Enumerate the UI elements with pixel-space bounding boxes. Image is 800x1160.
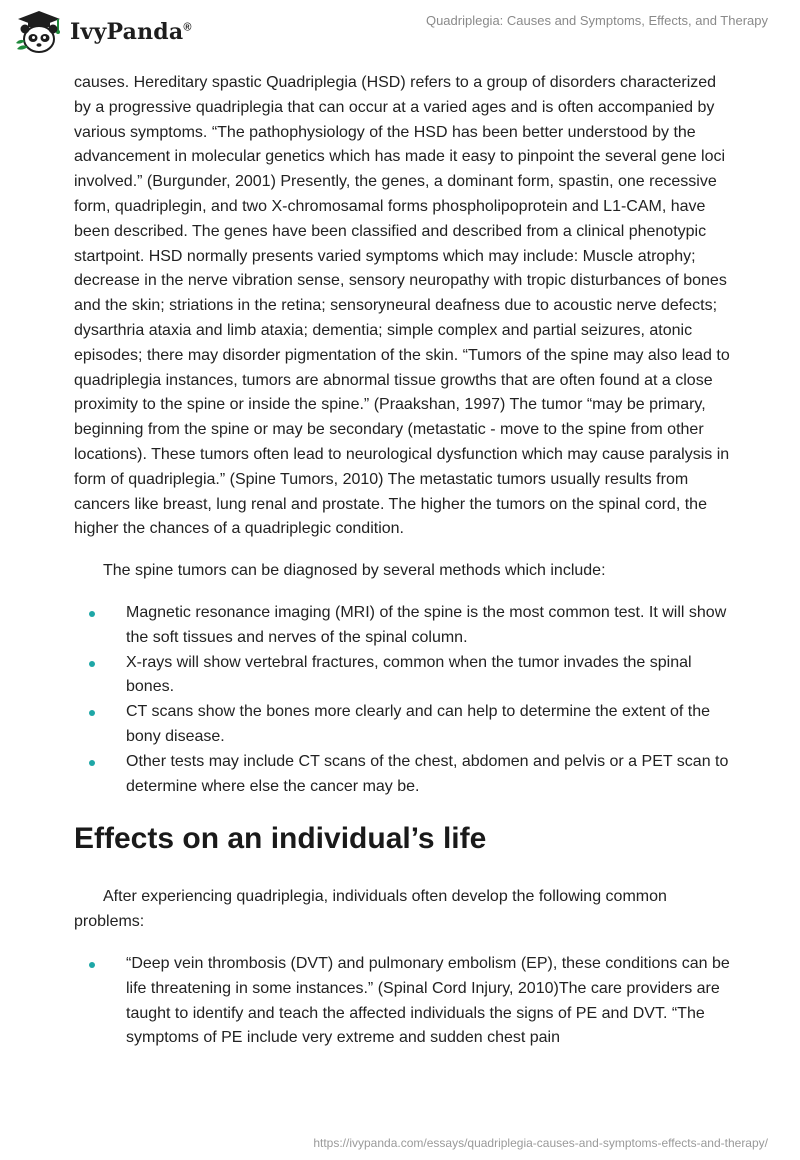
essay-body <box>74 71 734 1051</box>
logo-wordmark: IvyPanda® <box>70 19 192 45</box>
effects-intro: After experiencing quadriplegia, individuals often develop the following common problems: <box>74 888 667 931</box>
diagnosis-intro: The spine tumors can be diagnosed by several methods which include: <box>103 562 606 580</box>
bullet-icon <box>89 962 95 968</box>
body-paragraph: causes. Hereditary spastic Quadriplegia (HSD) refers to a group of disorders characterized by a progressive quadriplegia that can occur at a varied ages and is often accompanied by various symptoms. “The pathophysiology of the HSD has been better understood by the advancement in molecular genetics which has made it easy to pinpoint the several gene loci involved.” (Burgunder, 2001) Presently, the genes, a dominant form, spastin, one recessive form, quadriplegin, and two X-chromosamal forms phospholipoprotein and L1-CAM, have been described. The genes have been classified and described from a clinical phenotypic startpoint. HSD normally presents varied symptoms which may include: Muscle atrophy; decrease in the nerve vibration sense, sensory neuropathy with tropic disturbances of bones and the skin; striations in the retina; sensoryneural deafness due to acoustic nerve defects; dysarthria ataxia and limb ataxia; dementia; simple complex and partial seizures, atonic episodes; there may disorder pigmentation of the skin. “Tumors of the spine may also lead to quadriplegia instances, tumors are abnormal tissue growths that are often found at a close proximity to the spine or inside the spine.” (Praakshan, 1997) The tumor “may be primary, beginning from the spine or may be secondary (metastatic - move to the spine from other locations). These tumors often lead to neurological dysfunction which may cause paralysis in form of quadriplegia.” (Spine Tumors, 2010) The metastatic tumors usually results from cancers like breast, lung renal and prostate. The higher the tumors on the spinal cord, the higher the chances of a quadriplegic condition. <box>74 74 730 538</box>
bullet-icon <box>89 710 95 716</box>
list-item <box>74 750 734 800</box>
page-header <box>0 0 800 60</box>
source-url[interactable]: https://ivypanda.com/essays/quadriplegia-causes-and-symptoms-effects-and-therapy/ <box>313 1136 768 1150</box>
section-heading: Effects on an individual’s life <box>74 822 487 856</box>
list-item <box>74 952 734 1051</box>
list-item-text: Other tests may include CT scans of the chest, abdomen and pelvis or a PET scan to determine where else the cancer may be. <box>126 752 729 795</box>
bullet-icon <box>89 760 95 766</box>
panda-graduate-icon <box>14 9 64 55</box>
list-item-text: “Deep vein thrombosis (DVT) and pulmonary embolism (EP), these conditions can be life threatening in some instances.” (Spinal Cord Injury, 2010)The care providers are taught to identify and teach the affected individuals the signs of PE and DVT. “The symptoms of PE include very extreme and sudden chest pain <box>126 954 730 1047</box>
list-item-text: CT scans show the bones more clearly and can help to determine the extent of the bony disease. <box>126 703 711 745</box>
list-item-text: X-rays will show vertebral fractures, common when the tumor invades the spinal bones. <box>126 653 692 696</box>
effects-list <box>74 952 734 1051</box>
list-item <box>74 700 734 750</box>
bullet-icon <box>89 661 95 667</box>
bullet-icon <box>89 611 95 617</box>
ivypanda-logo[interactable] <box>14 8 192 56</box>
document-title: Quadriplegia: Causes and Symptoms, Effects, and Therapy <box>425 13 768 28</box>
list-item <box>74 651 734 701</box>
diagnosis-list <box>74 601 734 799</box>
list-item <box>74 601 734 651</box>
list-item-text: Magnetic resonance imaging (MRI) of the spine is the most common test. It will show the soft tissues and nerves of the spinal column. <box>126 603 727 646</box>
